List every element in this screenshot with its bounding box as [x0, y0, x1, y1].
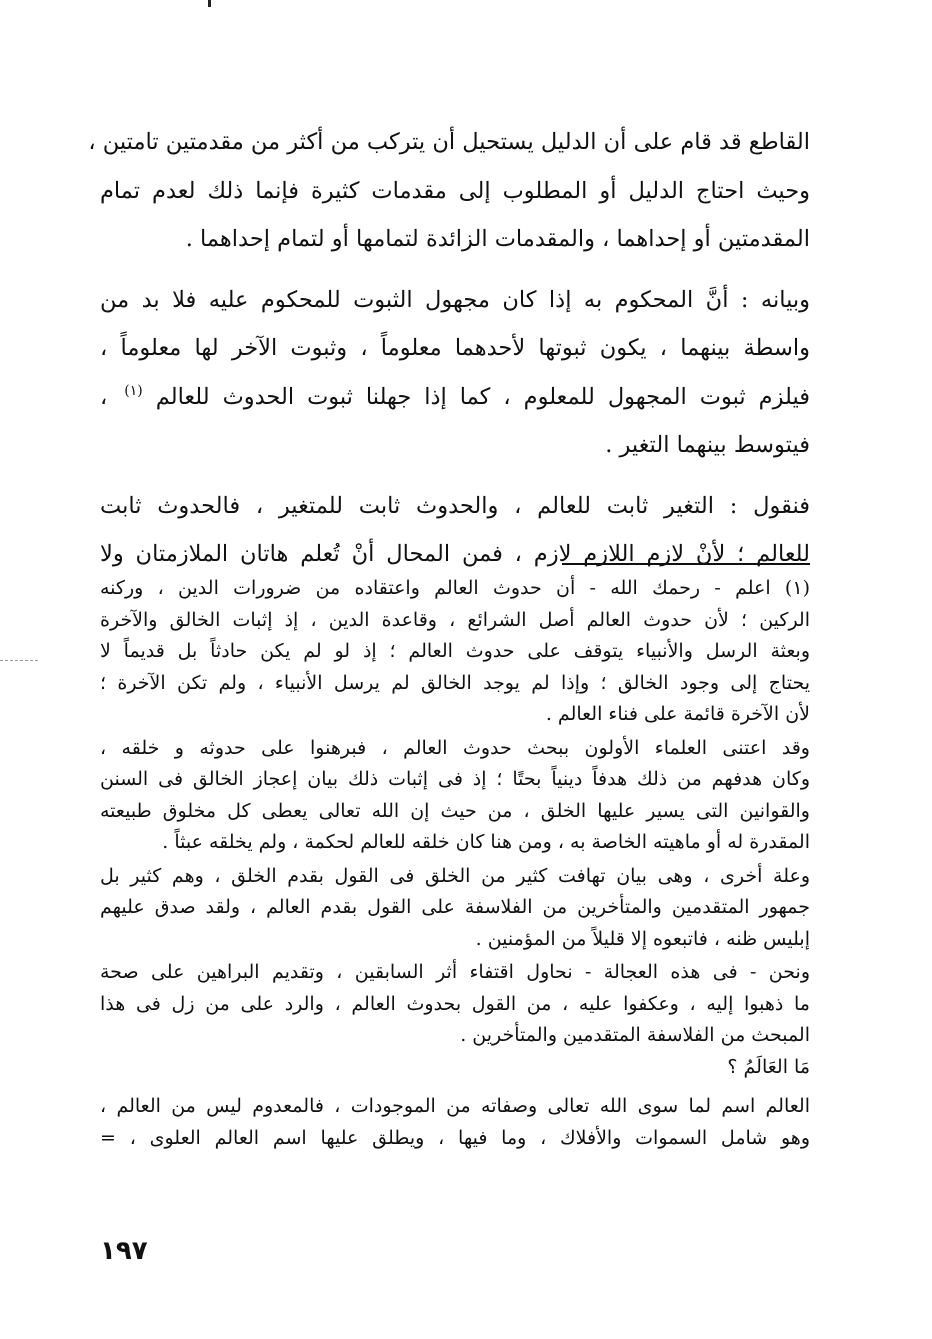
footnote-line: وبعثة الرسل والأنبياء يتوقف على حدوث العالم ؛ إذ لو لم يكن حادثاً بل قديماً لا [100, 640, 810, 662]
footnote-line: جمهور المتقدمين والمتأخرين من الفلاسفة على القول بقدم العالم ، ولقد صدق عليهم [100, 896, 810, 918]
main-text [88, 118, 810, 579]
footnote-line: المقدرة له أو ماهيته الخاصة به ، ومن هنا كان خلقه للعالم لحكمة ، ولم يخلقه عبثاً . [162, 831, 810, 853]
footnote-line: إبليس ظنه ، فاتبعوه إلا قليلاً من المؤمنين . [475, 927, 810, 950]
footnote-line: (١) اعلم - رحمك الله - أن حدوث العالم واعتقاده من ضرورات الدين ، وركنه [100, 577, 810, 599]
footnote-line: وهو شامل السموات والأفلاك ، وما فيها ، ويطلق عليها اسم العالم العلوى ، = [100, 1126, 810, 1149]
main-line: واسطة بينهما ، يكون ثبوتها لأحدهما معلوماً ، وثبوت الآخر لها معلوماً ، [100, 335, 810, 361]
main-line: المقدمتين أو إحداهما ، والمقدمات الزائدة لتمامها أو لتمام إحداهما . [185, 226, 810, 252]
footnote-line: وعلة أخرى ، وهى بيان تهافت كثير من الخلق فى القول بقدم الخلق ، وهم كثير بل [100, 864, 810, 887]
main-line: فيتوسط بينهما التغير . [605, 432, 810, 458]
footnote-line: ونحن - فى هذه العجالة - نحاول اقتفاء أثر السابقين ، وتقديم البراهين على صحة [100, 961, 811, 983]
main-line: القاطع قد قام على أن الدليل يستحيل أن يتركب من أكثر من مقدمتين تامتين ، [88, 129, 810, 155]
main-line-tail: ، [100, 383, 108, 410]
footnote-line: العالم اسم لما سوى الله تعالى وصفاته من الموجودات ، فالمعدوم ليس من العالم ، [100, 1095, 810, 1117]
main-line-text: فيلزم ثبوت المجهول للمعلوم ، كما إذا جهلنا ثبوت الحدوث للعالم [155, 383, 810, 410]
footnote-line: المبحث من الفلاسفة المتقدمين والمتأخرين . [460, 1024, 810, 1046]
main-line-with-footnote-ref [100, 373, 810, 422]
footnote-line: ما ذهبوا إليه ، وعكفوا عليه ، من القول بحدوث العالم ، والرد على من زل فى هذا [100, 992, 810, 1015]
scan-mark [208, 0, 211, 7]
footnote-line: وكان هدفهم من ذلك هدفاً دينياً بحتًا ؛ إذ فى إثبات ذلك بيان إعجاز الخالق فى السنن [100, 768, 810, 790]
footnote-line: لأن الآخرة قائمة على فناء العالم . [545, 703, 810, 725]
main-line: للعالم ؛ لأنْ لازم اللازم لازم ، فمن المحال أنْ تُعلم هاتان الملازمتان ولا [100, 541, 810, 567]
footnote-line: يحتاج إلى وجود الخالق ؛ وإذا لم يوجد الخالق لم يرسل الأنبياء ، ولم تكن الآخرة ؛ [100, 671, 810, 694]
main-line: فنقول : التغير ثابت للعالم ، والحدوث ثابت للمتغير ، فالحدوث ثابت [100, 492, 810, 519]
main-line: وحيث احتاج الدليل أو المطلوب إلى مقدمات كثيرة فإنما ذلك لعدم تمام [100, 177, 810, 204]
footnote-line: وقد اعتنى العلماء الأولون ببحث حدوث العالم ، فبرهنوا على حدوثه و خلقه ، [100, 736, 810, 759]
section-heading: مَا العَالَمُ ؟ [727, 1055, 810, 1078]
footnotes [100, 573, 810, 1154]
scan-edge-mark [0, 660, 38, 661]
main-line: وبيانه : أنَّ المحكوم به إذا كان مجهول الثبوت للمحكوم عليه فلا بد من [100, 286, 810, 313]
footnote-separator [562, 563, 810, 565]
footnote-line: والقوانين التى يسير عليها الخلق ، من حيث إن الله تعالى يعطى كل مخلوق طبيعته [100, 799, 810, 822]
page-number: ١٩٧ [100, 1236, 148, 1266]
footnote-reference: (١) [124, 383, 143, 399]
footnote-line: الركين ؛ لأن حدوث العالم أصل الشرائع ، وقاعدة الدين ، إذ إثبات الخالق والآخرة [100, 608, 810, 631]
